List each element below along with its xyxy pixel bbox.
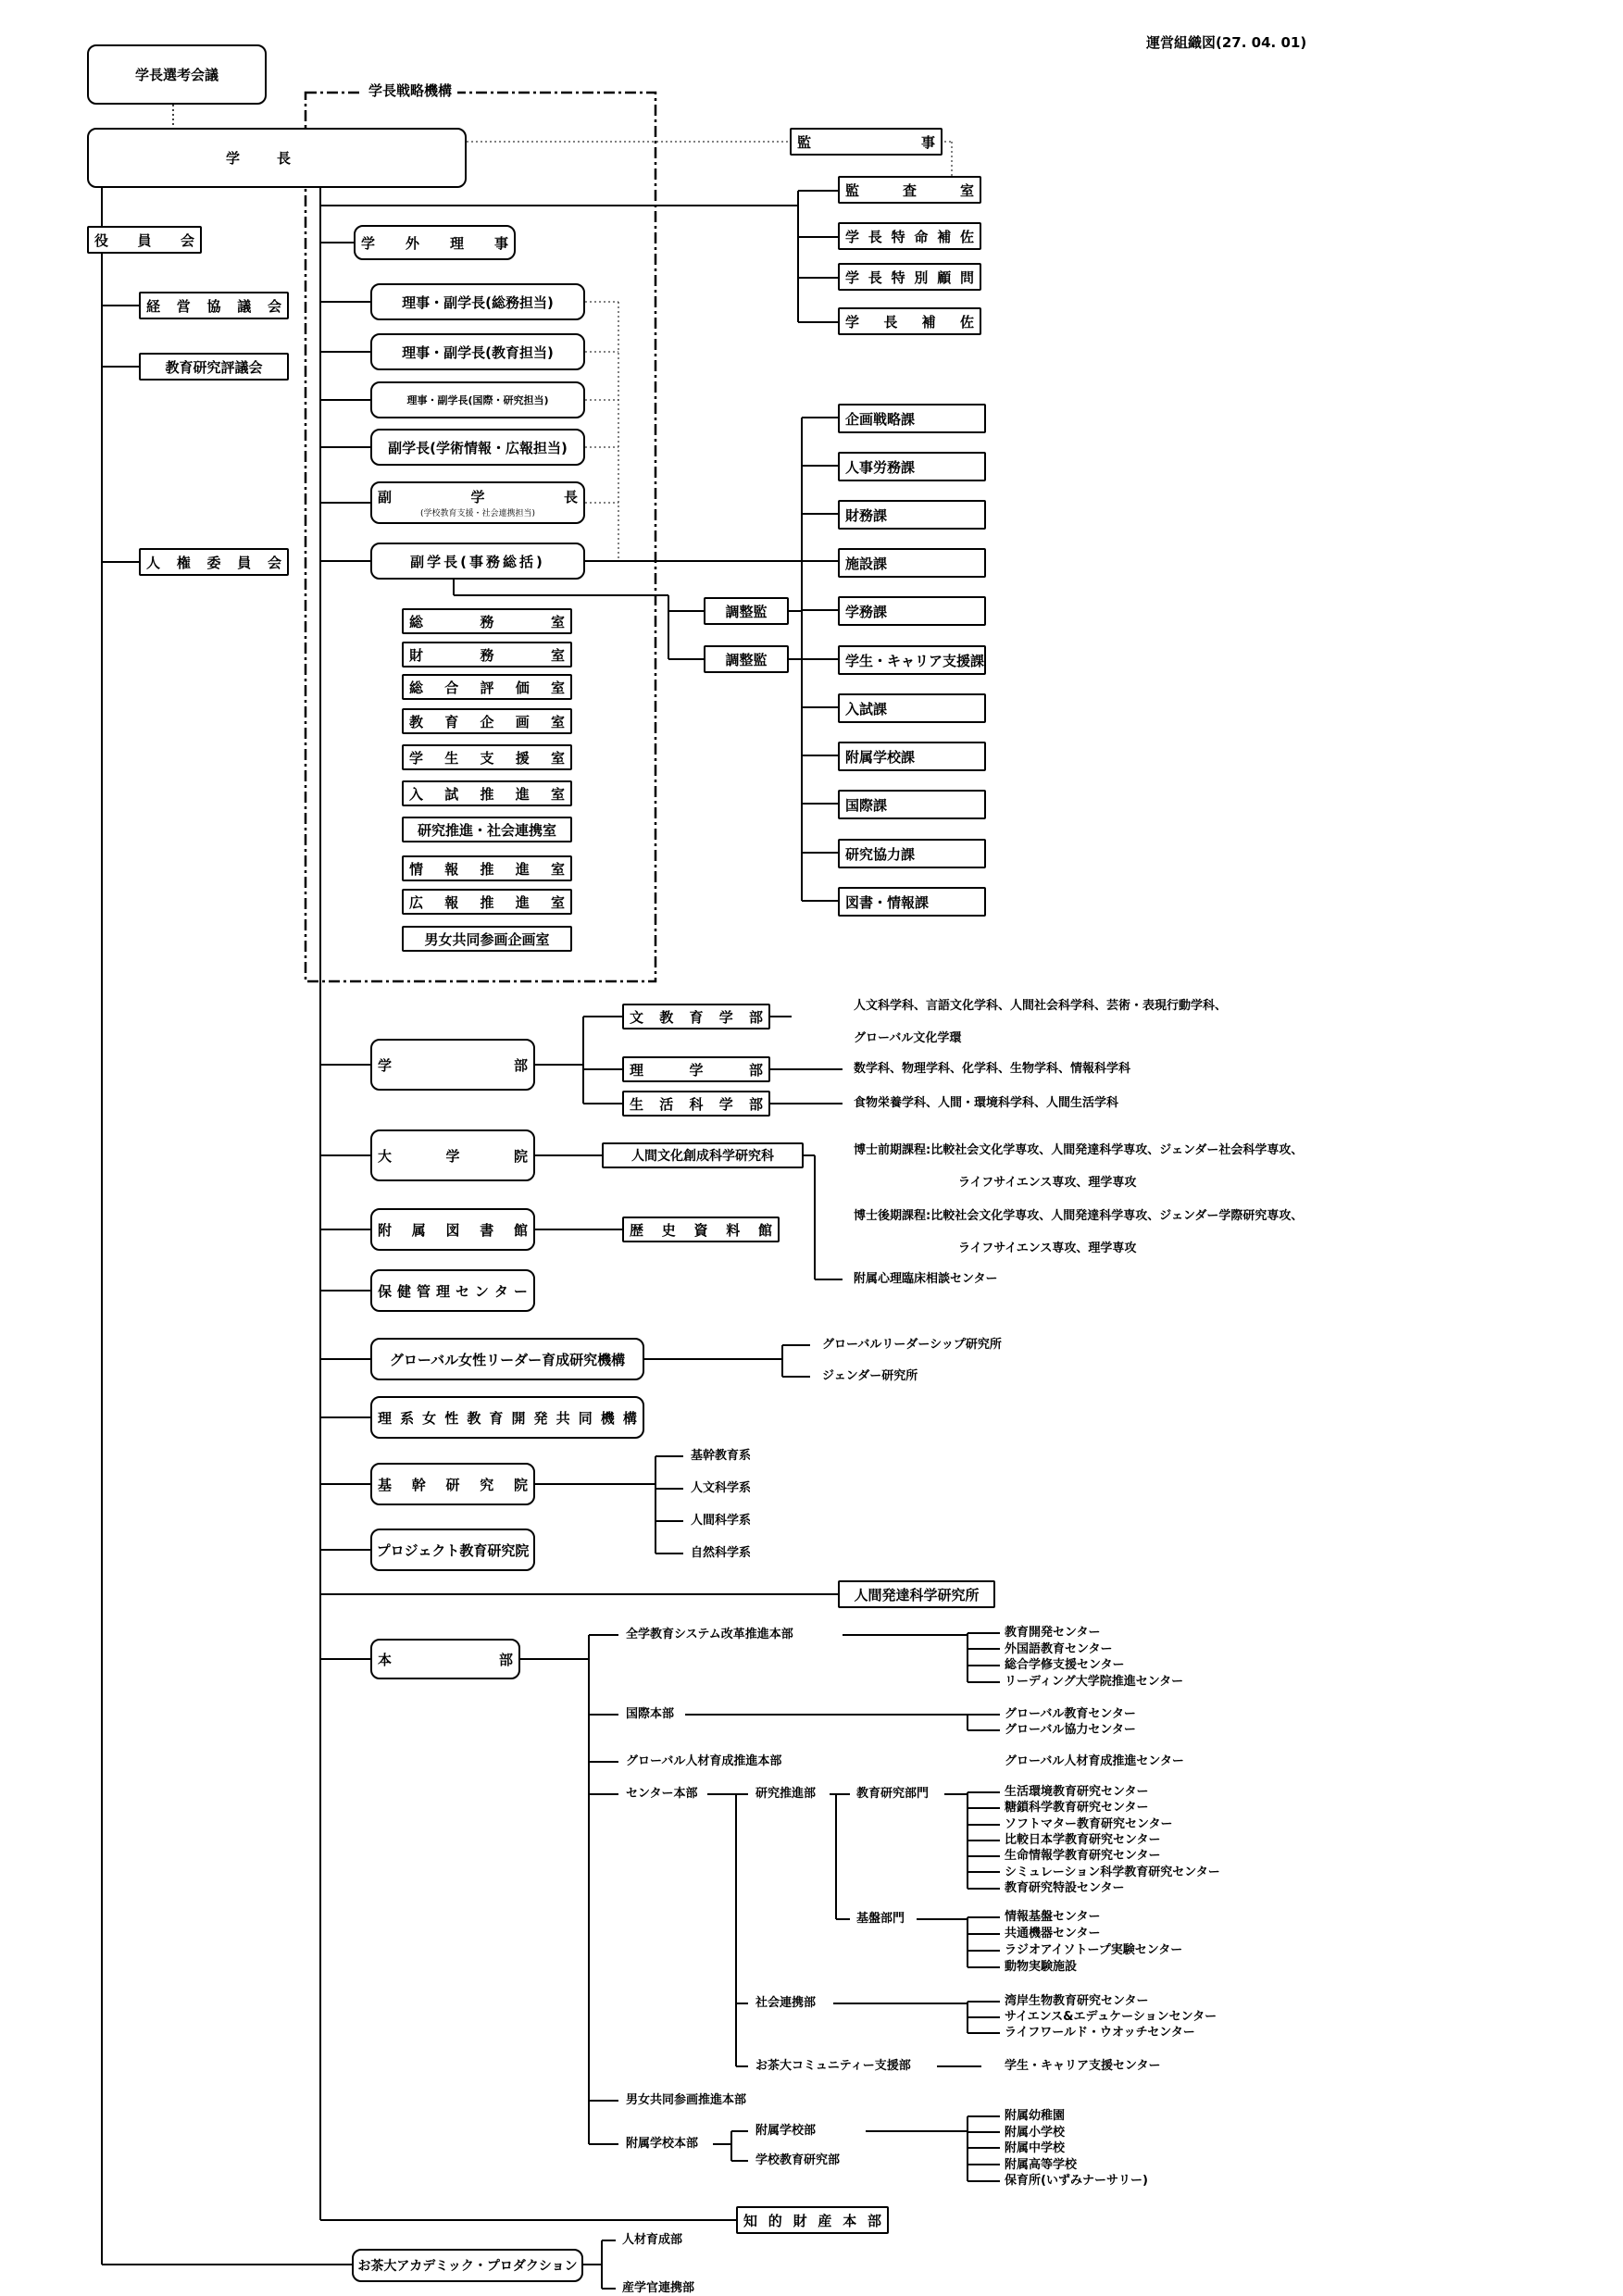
faculty-box: 学 部 — [370, 1039, 535, 1091]
hq-gender: 男女共同参画推進本部 — [626, 2093, 747, 2107]
hq-attached-school: 附属学校部 — [755, 2124, 817, 2138]
school-item-4: 附属高等学校 — [1005, 2157, 1078, 2172]
base-item-4: 動物実験施設 — [1005, 1960, 1078, 1974]
office-box-6: 入 試 推 進 室 — [402, 780, 572, 806]
division-box-7: 入試課 — [838, 693, 986, 723]
advisor-box-2: 学 長 特 別 顧 問 — [838, 263, 981, 291]
vp-box-3: 理事・副学長(国際・研究担当) — [370, 381, 585, 418]
global-women-item-1: グローバルリーダーシップ研究所 — [822, 1338, 1002, 1352]
health-center-box: 保 健 管 理 セ ン タ ー — [370, 1269, 535, 1312]
vp-box-6: 副学長(事務総括) — [370, 543, 585, 580]
core-item-2: 人文科学系 — [691, 1481, 752, 1495]
office-box-2: 財 務 室 — [402, 642, 572, 668]
graduate-line-2: ライフサイエンス専攻、理学専攻 — [958, 1176, 1137, 1190]
auditor-box — [790, 128, 943, 156]
committee-box-3: 人 権 委 員 会 — [139, 548, 289, 576]
hq-intl: 国際本部 — [626, 1707, 675, 1721]
strategy-label: 学長戦略機構 — [363, 83, 457, 99]
division-box-9: 国際課 — [838, 790, 986, 819]
edu-research-item-7: 教育研究特設センター — [1005, 1880, 1125, 1895]
division-box-4: 施設課 — [838, 548, 986, 578]
ip-box: 知 的 財 産 本 部 — [736, 2206, 889, 2234]
school-item-3: 附属中学校 — [1005, 2141, 1066, 2156]
office-box-10: 男女共同参画企画室 — [402, 926, 572, 952]
reform-item-2: 外国語教育センター — [1005, 1641, 1113, 1656]
edu-research-item-2: 糖鎖科学教育研究センター — [1005, 1801, 1149, 1816]
hq-global-hr: グローバル人材育成推進本部 — [626, 1754, 782, 1768]
division-box-11: 図書・情報課 — [838, 887, 986, 917]
vp-box-2: 理事・副学長(教育担当) — [370, 333, 585, 370]
edu-research-item-5: 生命情報学教育研究センター — [1005, 1849, 1161, 1864]
hq-reform: 全学教育システム改革推進本部 — [626, 1628, 793, 1641]
dept-box-1: 文 教 育 学 部 — [622, 1004, 770, 1029]
core-item-3: 人間科学系 — [691, 1514, 752, 1528]
social-item-2: サイエンス&エデュケーションセンター — [1005, 2010, 1217, 2024]
office-box-9: 広 報 推 進 室 — [402, 889, 572, 915]
hq-edu-research: 教育研究部門 — [856, 1787, 930, 1801]
auditor-label: 監 事 — [797, 133, 935, 151]
edu-research-item-3: ソフトマター教育研究センター — [1005, 1816, 1173, 1831]
division-box-5: 学務課 — [838, 596, 986, 626]
hq-box: 本 部 — [370, 1639, 520, 1679]
base-item-1: 情報基盤センター — [1005, 1910, 1101, 1924]
chart-title: 運営組織図(27. 04. 01) — [1146, 34, 1307, 51]
office-box-5: 学 生 支 援 室 — [402, 744, 572, 770]
board-box: 役 員 会 — [87, 226, 202, 254]
vp-box-4: 副学長(学術情報・広報担当) — [370, 429, 585, 466]
hq-school-research: 学校教育研究部 — [755, 2153, 841, 2167]
global-women-item-2: ジェンダー研究所 — [822, 1369, 918, 1383]
audit-office-box: 監 査 室 — [838, 176, 981, 204]
core-item-1: 基幹教育系 — [691, 1449, 752, 1463]
hq-base: 基盤部門 — [856, 1912, 905, 1926]
graduate-line-1: 博士前期課程:比較社会文化学専攻、人間発達科学専攻、ジェンダー社会科学専攻、 — [854, 1143, 1304, 1157]
coordinator-box-2: 調整監 — [704, 645, 789, 673]
coordinator-box-1: 調整監 — [704, 597, 789, 625]
hq-community-item: 学生・キャリア支援センター — [1005, 2059, 1161, 2073]
advisor-box-3: 学 長 補 佐 — [838, 307, 981, 335]
election-committee-box: 学長選考会議 — [87, 44, 267, 105]
office-box-1: 総 務 室 — [402, 608, 572, 634]
school-item-2: 附属小学校 — [1005, 2125, 1066, 2140]
edu-research-item-4: 比較日本学教育研究センター — [1005, 1832, 1161, 1847]
outside-director-box: 学 外 理 事 — [354, 225, 516, 260]
school-item-5: 保育所(いずみナーサリー) — [1005, 2174, 1148, 2189]
base-item-3: ラジオアイソトープ実験センター — [1005, 1943, 1183, 1957]
edu-research-item-1: 生活環境教育研究センター — [1005, 1785, 1149, 1799]
intl-item-2: グローバル協力センター — [1005, 1723, 1136, 1737]
committee-box-1: 経 営 協 議 会 — [139, 292, 289, 319]
reform-item-4: リーディング大学院推進センター — [1005, 1674, 1184, 1689]
edu-research-item-6: シミュレーション科学教育研究センター — [1005, 1865, 1220, 1879]
hq-community: お茶大コミュニティー支援部 — [755, 2059, 911, 2073]
stem-box: 理 系 女 性 教 育 開 発 共 同 機 構 — [370, 1396, 644, 1439]
academic-item-2: 産学官連携部 — [622, 2281, 695, 2295]
division-box-2: 人事労務課 — [838, 452, 986, 481]
archive-box: 歴 史 資 料 館 — [622, 1217, 780, 1242]
social-item-1: 湾岸生物教育研究センター — [1005, 1994, 1149, 2008]
division-box-3: 財務課 — [838, 500, 986, 530]
vp-box-1: 理事・副学長(総務担当) — [370, 283, 585, 320]
hq-global-hr-item: グローバル人材育成推進センター — [1005, 1754, 1184, 1768]
intl-item-1: グローバル教育センター — [1005, 1707, 1136, 1721]
faculty-desc-3: 数学科、物理学科、化学科、生物学科、情報科学科 — [854, 1062, 1131, 1076]
office-box-4: 教 育 企 画 室 — [402, 708, 572, 734]
advisor-box-1: 学 長 特 命 補 佐 — [838, 222, 981, 250]
dept-box-3: 生 活 科 学 部 — [622, 1091, 770, 1117]
school-item-1: 附属幼稚園 — [1005, 2109, 1066, 2123]
office-box-3: 総 合 評 価 室 — [402, 674, 572, 700]
reform-item-1: 教育開発センター — [1005, 1626, 1101, 1640]
faculty-desc-1: 人文科学科、言語文化学科、人間社会科学科、芸術・表現行動学科、 — [854, 999, 1228, 1013]
office-box-7: 研究推進・社会連携室 — [402, 817, 572, 842]
division-box-6: 学生・キャリア支援課 — [838, 645, 986, 675]
core-research-box: 基 幹 研 究 院 — [370, 1463, 535, 1505]
human-dev-box: 人間発達科学研究所 — [838, 1580, 995, 1608]
vp-box-5 — [370, 481, 585, 524]
division-box-1: 企画戦略課 — [838, 404, 986, 433]
reform-item-3: 総合学修支援センター — [1005, 1658, 1125, 1673]
academic-production-box: お茶大アカデミック・プロダクション — [352, 2249, 583, 2282]
hq-attached: 附属学校本部 — [626, 2137, 699, 2151]
graduate-box: 大 学 院 — [370, 1129, 535, 1181]
vp5-sub: (学校教育支援・社会連携担当) — [419, 509, 536, 518]
base-item-2: 共通機器センター — [1005, 1927, 1101, 1940]
hq-research: 研究推進部 — [755, 1787, 817, 1801]
faculty-desc-2: グローバル文化学環 — [854, 1031, 962, 1045]
office-box-8: 情 報 推 進 室 — [402, 855, 572, 881]
core-item-4: 自然科学系 — [691, 1546, 752, 1560]
committee-box-2: 教育研究評議会 — [139, 353, 289, 381]
faculty-desc-4: 食物栄養学科、人間・環境科学科、人間生活学科 — [854, 1096, 1119, 1110]
graduate-school-box: 人間文化創成科学研究科 — [602, 1142, 804, 1168]
library-box: 附 属 図 書 館 — [370, 1208, 535, 1251]
president-box: 学長 — [87, 128, 467, 188]
academic-item-1: 人材育成部 — [622, 2233, 683, 2247]
project-box: プロジェクト教育研究院 — [370, 1529, 535, 1571]
social-item-3: ライフワールド・ウオッチセンター — [1005, 2026, 1195, 2040]
dept-box-2: 理 学 部 — [622, 1056, 770, 1082]
graduate-line-4: ライフサイエンス専攻、理学専攻 — [958, 1242, 1137, 1255]
division-box-8: 附属学校課 — [838, 742, 986, 771]
hq-social: 社会連携部 — [755, 1996, 817, 2010]
graduate-line-5: 附属心理臨床相談センター — [854, 1272, 998, 1286]
vp5-main: 副 学 長 — [378, 489, 578, 505]
graduate-line-3: 博士後期課程:比較社会文化学専攻、人間発達科学専攻、ジェンダー学際研究専攻、 — [854, 1209, 1304, 1223]
hq-center: センター本部 — [626, 1787, 698, 1801]
division-box-10: 研究協力課 — [838, 839, 986, 868]
global-women-box: グローバル女性リーダー育成研究機構 — [370, 1338, 644, 1380]
